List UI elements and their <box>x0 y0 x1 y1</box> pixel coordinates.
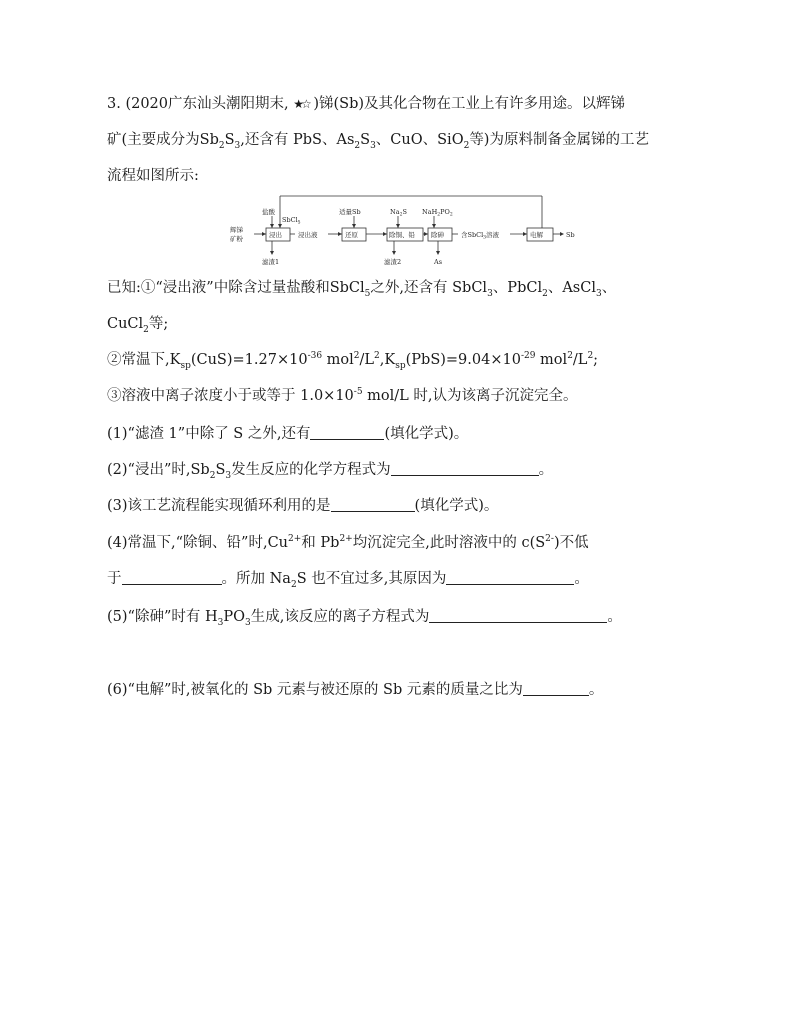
question-text: (2)“浸出”时,Sb <box>107 462 210 478</box>
flow-solution: 含SbCl$_3$溶液 <box>461 231 500 241</box>
answer-blank-1[interactable] <box>310 425 384 440</box>
question-text: (3)该工艺流程能实现循环利用的是 <box>107 498 331 514</box>
known-text: mol <box>322 352 354 368</box>
known-text: CuCl <box>107 316 144 332</box>
intro-text: S <box>360 132 371 148</box>
flow-as-out: As <box>434 258 443 266</box>
question-text: (填化学式)。 <box>384 426 469 442</box>
flow-reagent-na2s: $Na_2S$ <box>390 208 407 218</box>
intro-line-3 <box>107 166 199 186</box>
question-source: (2020广东汕头潮阳期末, <box>125 96 289 112</box>
question-text: S <box>215 462 226 478</box>
question-text: 。 <box>574 571 589 587</box>
question-text: (6)“电解”时,被氧化的 Sb 元素与被还原的 Sb 元素的质量之比为 <box>107 682 523 698</box>
question-text: 。 <box>607 609 622 625</box>
known-line-ksp: ②常温下$,K_{sp}(CuS)=1.27\times 10^{-36}$ $mol^2/L^2,K_{sp}(PbS)=9.04\times 10^{-29}$ $mol^2/L^2$; <box>107 351 599 371</box>
flow-step-leach: 浸出 <box>269 231 282 239</box>
question-text: 。所加 Na <box>221 571 291 587</box>
intro-text: S <box>224 132 235 148</box>
intro-text: )锑(Sb)及其化合物在工业上有许多用途。以辉锑 <box>313 96 626 112</box>
intro-text: 、CuO、SiO <box>375 132 464 148</box>
known-text: 之外,还含有 SbCl <box>370 280 488 296</box>
flow-step-reduce: 还原 <box>345 231 358 239</box>
question-text: (1)“滤渣 1”中除了 S 之外,还有 <box>107 426 311 442</box>
question-text: )不低 <box>553 535 589 551</box>
question-text: 于 <box>107 571 122 587</box>
question-text: (5)“除砷”时有 H <box>107 609 218 625</box>
flow-step-electrolysis: 电解 <box>530 231 543 239</box>
flow-product: Sb <box>566 231 575 239</box>
flow-reagent-nah2po2: $NaH_2PO_2$ <box>422 208 453 218</box>
question-1 <box>107 424 468 444</box>
question-6 <box>107 680 603 700</box>
question-2: (2)“浸出”时$,Sb_2S_3$发生反应的化学方程式为 。 <box>107 462 554 481</box>
known-text: (PbS)=9.04×10 <box>405 352 521 368</box>
question-text: 均沉淀完全,此时溶液中的 c(S <box>352 535 546 551</box>
intro-text: 矿(主要成分为Sb <box>107 132 219 148</box>
known-text: mol <box>535 352 568 368</box>
intro-text: ,还含有 PbS、As <box>240 132 355 148</box>
flow-step-dearsenic: 除砷 <box>431 231 444 239</box>
question-4-line-1: (4)常温下,“除铜、铅”时$,Cu^{2+}$和 $Pb^{2+}$均沉淀完全,此时溶液中的 $c(S^{2-})$不低 <box>107 534 589 551</box>
known-text: 、PbCl <box>492 280 543 296</box>
known-text: ,K <box>379 352 396 368</box>
known-text: 、 <box>601 280 617 296</box>
intro-text: 等)为原料制备金属锑的工艺 <box>469 132 649 148</box>
answer-blank-3[interactable] <box>331 497 415 512</box>
flow-step-decu: 除铜、铅 <box>389 231 415 239</box>
flow-reagent-sb: 适量Sb <box>339 208 361 216</box>
answer-blank-2[interactable] <box>391 461 539 476</box>
known-text: 等; <box>148 316 169 332</box>
question-3 <box>107 496 498 516</box>
process-flow-diagram <box>222 192 582 268</box>
flow-reagent-hcl: 盐酸 <box>262 208 275 216</box>
known-line-3: ③溶液中离子浓度小于或等于 $1.0\times 10^{-5}$ mol/L 时,认为该离子沉淀完全。 <box>107 387 578 404</box>
known-text: 、AsCl <box>547 280 596 296</box>
question-text: 。 <box>538 462 554 478</box>
question-number: 3. <box>107 96 121 112</box>
question-text: S 也不宜过多,其原因为 <box>296 571 447 587</box>
known-line-1: 已知:①“浸出液”中除含过量盐酸和SbCl$_5$之外,还含有 SbCl$_3$、PbCl$_2$、AsCl$_3$、 <box>107 280 617 299</box>
flow-feed-label: 辉锑 <box>230 226 243 234</box>
answer-blank-4b[interactable] <box>446 570 574 585</box>
difficulty-star-icon: ★☆ <box>293 97 309 111</box>
intro-text: 流程如图所示: <box>107 168 199 184</box>
answer-blank-4a[interactable] <box>122 570 222 585</box>
answer-blank-5[interactable] <box>429 608 607 623</box>
known-text: 已知:①“浸出液”中除含过量盐酸和SbCl <box>107 280 365 296</box>
flow-recycle-label: SbCl$_5$ <box>282 216 301 226</box>
known-line-2: CuCl$_2$等; <box>107 316 169 335</box>
known-text: ; <box>593 352 599 368</box>
question-text: (4)常温下,“除铜、铅”时,Cu <box>107 535 289 551</box>
question-text: 。 <box>588 682 604 698</box>
known-text: /L <box>359 352 375 368</box>
question-text: 生成,该反应的离子方程式为 <box>250 609 430 625</box>
flow-feed-label: 矿粉 <box>230 235 243 243</box>
question-5: (5)“除砷”时有 $H_3PO_3$生成,该反应的离子方程式为 。 <box>107 609 622 628</box>
answer-blank-6[interactable] <box>523 681 589 696</box>
known-text: /L <box>572 352 588 368</box>
question-4-line-2: 于 。所加 $Na_2S$ 也不宜过多,其原因为 。 <box>107 571 589 590</box>
flow-residue-1: 滤渣1 <box>262 258 280 266</box>
question-text: (填化学式)。 <box>414 498 499 514</box>
known-text: (CuS)=1.27×10 <box>190 352 308 368</box>
question-text: 和 Pb <box>301 535 340 551</box>
question-text: PO <box>223 609 246 625</box>
known-text: ③溶液中离子浓度小于或等于 1.0×10 <box>107 388 354 404</box>
flow-residue-2: 滤渣2 <box>384 258 402 266</box>
flow-lixivium: 浸出液 <box>298 231 318 239</box>
intro-line-2: 矿(主要成分为$Sb_2S_3$,还含有 PbS、$As_2S_3$、CuO、SiO$_2$等)为原料制备金属锑的工艺 <box>107 132 649 151</box>
question-text: 发生反应的化学方程式为 <box>231 462 391 478</box>
known-text: ②常温下,K <box>107 352 181 368</box>
question-header <box>107 94 625 114</box>
known-text: mol/L 时,认为该离子沉淀完全。 <box>362 388 578 404</box>
